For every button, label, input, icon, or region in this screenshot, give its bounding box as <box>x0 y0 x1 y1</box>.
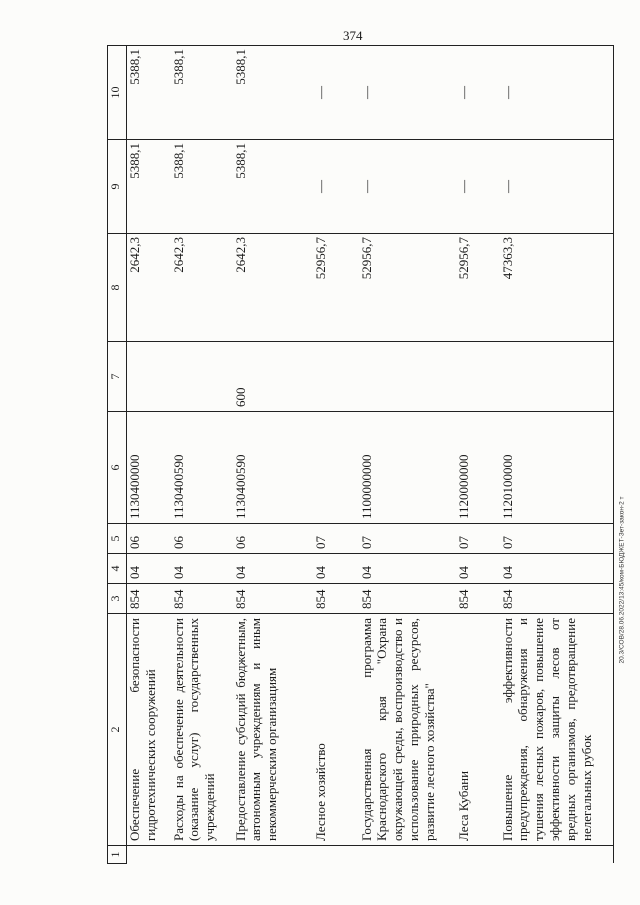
side-stamp <box>612 496 632 664</box>
cell-c6: 1120100000 <box>500 412 614 524</box>
cell-c3: 854 <box>171 584 233 614</box>
col-header-5: 5 <box>108 524 127 554</box>
cell-c8: 2642,3 <box>127 234 171 342</box>
cell-c9: — <box>456 140 500 234</box>
cell-c4: 04 <box>456 554 500 584</box>
side-stamp-text: 20.3/СОВ/28.06.2022/13:45/ком-БЮДЖЕТ-Зет-закон-2 т <box>618 496 626 664</box>
col-header-1: 1 <box>108 846 127 864</box>
cell-c4: 04 <box>500 554 614 584</box>
cell-c3: 854 <box>127 584 171 614</box>
cell-c4: 04 <box>359 554 456 584</box>
cell-c1 <box>171 846 233 864</box>
cell-c6: 1100000000 <box>359 412 456 524</box>
cell-c7 <box>171 342 233 412</box>
cell-c2: Леса Кубани <box>456 614 500 846</box>
cell-c9: 5388,1 <box>233 140 313 234</box>
cell-c8: 52956,7 <box>359 234 456 342</box>
cell-c5: 06 <box>233 524 313 554</box>
cell-c7 <box>500 342 614 412</box>
cell-c8: 2642,3 <box>171 234 233 342</box>
cell-c6: 1130400000 <box>127 412 171 524</box>
cell-c4: 04 <box>171 554 233 584</box>
cell-c10: — <box>313 46 359 140</box>
cell-c3: 854 <box>313 584 359 614</box>
cell-c2: Государственная программа Краснодарского края "Охрана окружающей среды, воспроизводство и использование природных ресурсов, развитие лесного хозяйства" <box>359 614 456 846</box>
cell-c8: 47363,3 <box>500 234 614 342</box>
col-header-2: 2 <box>108 614 127 846</box>
table-row <box>127 46 171 864</box>
cell-c10: — <box>456 46 500 140</box>
col-header-6: 6 <box>108 412 127 524</box>
cell-c9: 5388,1 <box>127 140 171 234</box>
table-row <box>500 46 614 864</box>
cell-c3: 854 <box>456 584 500 614</box>
cell-c6: 1130400590 <box>233 412 313 524</box>
cell-c2: Предоставление субсидий бюджетным, автономным учреждениям и иным некоммерческим организациям <box>233 614 313 846</box>
cell-c6: 1120000000 <box>456 412 500 524</box>
cell-c4: 04 <box>127 554 171 584</box>
cell-c5: 06 <box>127 524 171 554</box>
cell-c7 <box>313 342 359 412</box>
cell-c1 <box>313 846 359 864</box>
cell-c1 <box>127 846 171 864</box>
cell-c10: — <box>359 46 456 140</box>
budget-table <box>107 45 614 864</box>
table-row <box>456 46 500 864</box>
col-header-7: 7 <box>108 342 127 412</box>
cell-c6: 1130400590 <box>171 412 233 524</box>
cell-c3: 854 <box>359 584 456 614</box>
cell-c5: 07 <box>456 524 500 554</box>
cell-c8: 52956,7 <box>313 234 359 342</box>
cell-c9: — <box>500 140 614 234</box>
page-number: 374 <box>343 28 363 43</box>
cell-c9: — <box>313 140 359 234</box>
budget-table-rotated <box>107 46 609 864</box>
cell-c5: 07 <box>359 524 456 554</box>
cell-c5: 06 <box>171 524 233 554</box>
cell-c1 <box>359 846 456 864</box>
cell-c4: 04 <box>313 554 359 584</box>
col-header-4: 4 <box>108 554 127 584</box>
cell-c10: 5388,1 <box>127 46 171 140</box>
cell-c5: 07 <box>500 524 614 554</box>
cell-c6 <box>313 412 359 524</box>
cell-c7 <box>359 342 456 412</box>
cell-c7: 600 <box>233 342 313 412</box>
cell-c2: Лесное хозяйство <box>313 614 359 846</box>
cell-c10: 5388,1 <box>233 46 313 140</box>
cell-c4: 04 <box>233 554 313 584</box>
cell-c1 <box>500 846 614 864</box>
cell-c7 <box>456 342 500 412</box>
cell-c1 <box>233 846 313 864</box>
col-header-3: 3 <box>108 584 127 614</box>
cell-c7 <box>127 342 171 412</box>
table-row <box>313 46 359 864</box>
cell-c8: 2642,3 <box>233 234 313 342</box>
cell-c3: 854 <box>233 584 313 614</box>
col-header-8: 8 <box>108 234 127 342</box>
cell-c9: — <box>359 140 456 234</box>
cell-c3: 854 <box>500 584 614 614</box>
cell-c5: 07 <box>313 524 359 554</box>
header-row <box>108 46 127 864</box>
table-row <box>171 46 233 864</box>
col-header-9: 9 <box>108 140 127 234</box>
cell-c2: Повышение эффективности предупреждения, обнаружения и тушения лесных пожаров, повышение эффективности защиты лесов от вредных организмов, предотвращение нелегальных рубок <box>500 614 614 846</box>
table-row <box>233 46 313 864</box>
table-row <box>359 46 456 864</box>
cell-c2: Расходы на обеспечение деятельности (оказание услуг) государственных учреждений <box>171 614 233 846</box>
cell-c1 <box>456 846 500 864</box>
cell-c10: 5388,1 <box>171 46 233 140</box>
col-header-10: 10 <box>108 46 127 140</box>
cell-c10: — <box>500 46 614 140</box>
cell-c8: 52956,7 <box>456 234 500 342</box>
cell-c2: Обеспечение безопасности гидротехнических сооружений <box>127 614 171 846</box>
cell-c9: 5388,1 <box>171 140 233 234</box>
